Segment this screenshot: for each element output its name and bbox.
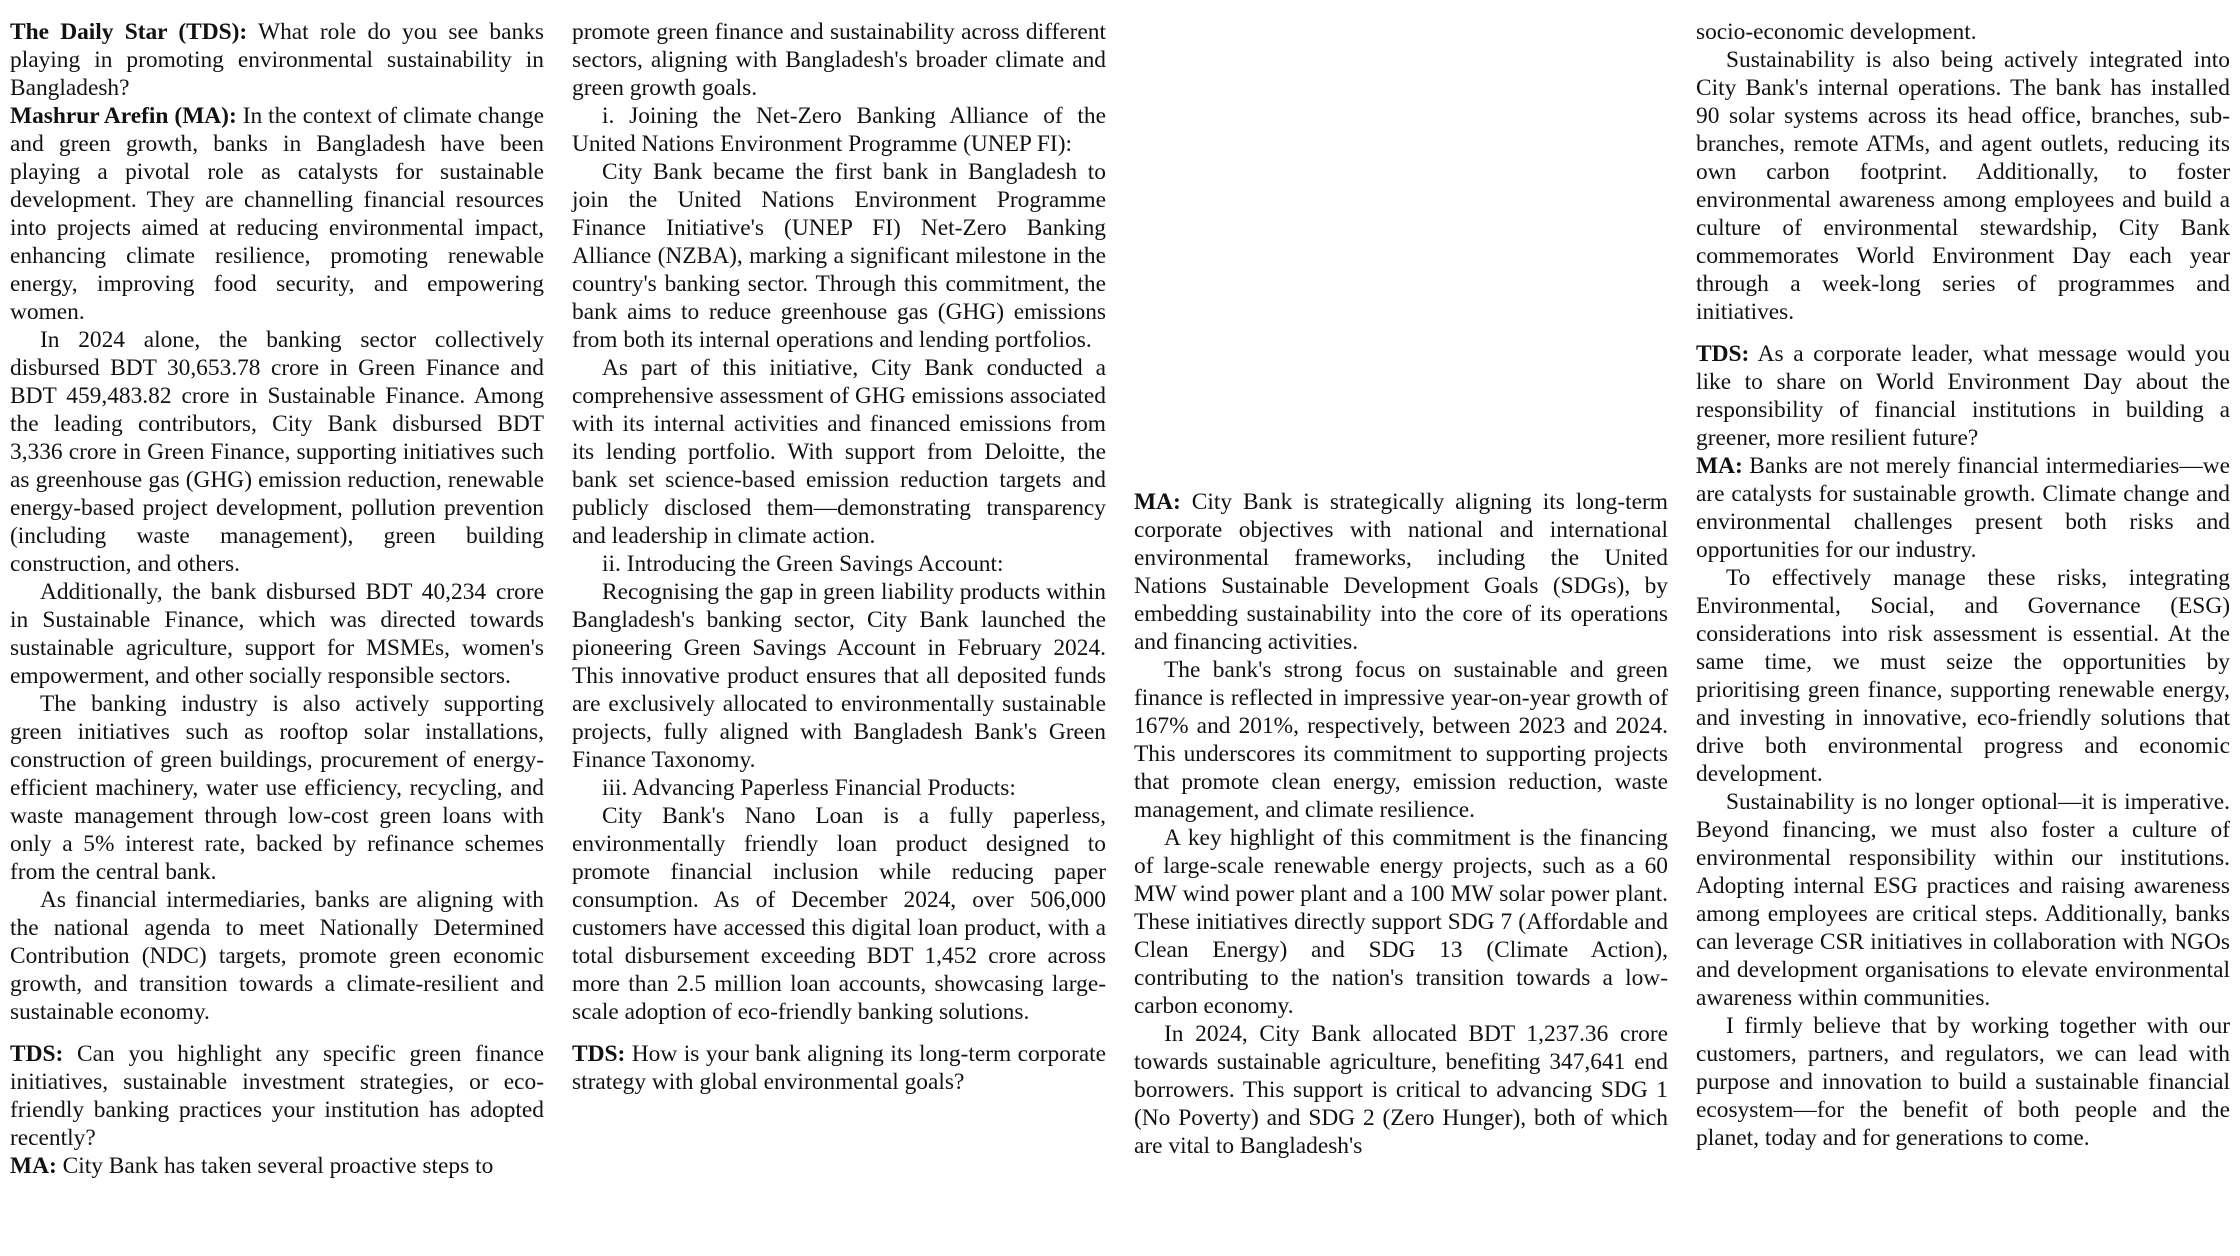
body-paragraph — [572, 550, 1106, 578]
body-paragraph — [10, 886, 544, 1026]
body-paragraph — [1134, 824, 1668, 1020]
speaker-label: TDS: — [10, 1041, 64, 1067]
body-paragraph — [1696, 788, 2230, 1012]
body-paragraph — [1696, 18, 2230, 46]
paragraph-text: Can you highlight any specific green finance initiatives, sustainable investment strategies, or eco-friendly banking practices your institution has adopted recently? — [10, 1041, 544, 1151]
paragraph-text: As a corporate leader, what message would you like to share on World Environment Day about the responsibility of financial institutions in building a greener, more resilient future? — [1696, 341, 2230, 451]
body-paragraph — [1696, 46, 2230, 326]
speaker-label: TDS: — [572, 1041, 626, 1067]
body-paragraph — [10, 326, 544, 578]
body-paragraph — [572, 18, 1106, 102]
paragraph-text: The banking industry is also actively supporting green initiatives such as rooftop solar installations, construction of green buildings, procurement of energy-efficient machinery, water use efficiency, recycling, and waste management through low-cost green loans with only a 5% interest rate, backed by refinance schemes from the central bank. — [10, 691, 544, 885]
paragraph-text: City Bank became the first bank in Bangladesh to join the United Nations Environment Programme Finance Initiative's (UNEP FI) Net-Zero Banking Alliance (NZBA), marking a significant milestone in the country's banking sector. Through this commitment, the bank aims to reduce greenhouse gas (GHG) emissions from both its internal operations and lending portfolios. — [572, 159, 1106, 353]
paragraph-text: Sustainability is also being actively integrated into City Bank's internal operations. The bank has installed 90 solar systems across its head office, branches, sub-branches, remote ATMs, and agent outlets, reducing its own carbon footprint. Additionally, to foster environmental awareness among employees and build a culture of environmental stewardship, City Bank commemorates World Environment Day each year through a week-long series of programmes and initiatives. — [1696, 47, 2230, 325]
paragraph-text: The bank's strong focus on sustainable and green finance is reflected in impressive year-on-year growth of 167% and 201%, respectively, between 2023 and 2024. This underscores its commitment to supporting projects that promote clean energy, emission reduction, waste management, and climate resilience. — [1134, 657, 1668, 823]
speaker-label: TDS: — [1696, 341, 1750, 367]
paragraph-text: A key highlight of this commitment is the financing of large-scale renewable energy projects, such as a 60 MW wind power plant and a 100 MW solar power plant. These initiatives directly support SDG 7 (Affordable and Clean Energy) and SDG 13 (Climate Action), contributing to the nation's transition towards a low-carbon economy. — [1134, 825, 1668, 1019]
paragraph-text: Additionally, the bank disbursed BDT 40,234 crore in Sustainable Finance, which was directed towards sustainable agriculture, support for MSMEs, women's empowerment, and other socially responsible sectors. — [10, 579, 544, 689]
body-paragraph — [572, 774, 1106, 802]
body-paragraph — [572, 158, 1106, 354]
interview-exchange-paragraph — [10, 1152, 544, 1180]
paragraph-text: As financial intermediaries, banks are aligning with the national agenda to meet Nationally Determined Contribution (NDC) targets, promote green economic growth, and transition towards a climate-resilient and sustainable economy. — [10, 887, 544, 1025]
paragraph-text: City Bank's Nano Loan is a fully paperless, environmentally friendly loan product designed to promote financial inclusion while reducing paper consumption. As of December 2024, over 506,000 customers have accessed this digital loan product, with a total disbursement exceeding BDT 1,452 crore across more than 2.5 million loan accounts, showcasing large-scale adoption of eco-friendly banking solutions. — [572, 803, 1106, 1025]
body-paragraph — [572, 102, 1106, 158]
paragraph-text: As part of this initiative, City Bank conducted a comprehensive assessment of GHG emissions associated with its internal activities and financed emissions from its lending portfolio. With support from Deloitte, the bank set science-based emission reduction targets and publicly disclosed them—demonstrating transparency and leadership in climate action. — [572, 355, 1106, 549]
body-paragraph — [572, 802, 1106, 1026]
paragraph-text: Banks are not merely financial intermediaries—we are catalysts for sustainable growth. Climate change and environmental challenges present both risks and opportunities for our industry. — [1696, 453, 2230, 563]
body-paragraph — [1134, 1020, 1668, 1160]
paragraph-text: Recognising the gap in green liability products within Bangladesh's banking sector, City Bank launched the pioneering Green Savings Account in February 2024. This innovative product ensures that all deposited funds are exclusively allocated to environmentally sustainable projects, fully aligned with Bangladesh Bank's Green Finance Taxonomy. — [572, 579, 1106, 773]
paragraph-text: How is your bank aligning its long-term corporate strategy with global environmental goals? — [572, 1041, 1106, 1095]
article-column-3 — [1134, 488, 1668, 1160]
speaker-label: The Daily Star (TDS): — [10, 19, 248, 45]
body-paragraph — [10, 690, 544, 886]
paragraph-text: City Bank is strategically aligning its long-term corporate objectives with national and international environmental frameworks, including the United Nations Sustainable Development Goals (SDGs), by embedding sustainability into the core of its operations and financing activities. — [1134, 489, 1668, 655]
interview-exchange-paragraph — [10, 1040, 544, 1152]
speaker-label: MA: — [1134, 489, 1181, 515]
body-paragraph — [572, 354, 1106, 550]
speaker-label: Mashrur Arefin (MA): — [10, 103, 237, 129]
interview-exchange-paragraph — [10, 102, 544, 326]
paragraph-text: In the context of climate change and green growth, banks in Bangladesh have been playing a pivotal role as catalysts for sustainable development. They are channelling financial resources into projects aimed at reducing environmental impact, enhancing climate resilience, promoting renewable energy, improving food security, and empowering women. — [10, 103, 544, 325]
interview-exchange-paragraph — [1696, 452, 2230, 564]
body-paragraph — [1696, 1012, 2230, 1152]
body-paragraph — [10, 578, 544, 690]
paragraph-text: socio-economic development. — [1696, 19, 1977, 45]
speaker-label: MA: — [10, 1153, 57, 1179]
paragraph-text: City Bank has taken several proactive steps to — [56, 1153, 494, 1179]
paragraph-text: Sustainability is no longer optional—it is imperative. Beyond financing, we must also foster a culture of environmental responsibility within our institutions. Adopting internal ESG practices and raising awareness among employees are critical steps. Additionally, banks can leverage CSR initiatives in collaboration with NGOs and development organisations to elevate environmental awareness within communities. — [1696, 789, 2230, 1011]
speaker-label: MA: — [1696, 453, 1743, 479]
paragraph-text: promote green finance and sustainability across different sectors, aligning with Bangladesh's broader climate and green growth goals. — [572, 19, 1106, 101]
paragraph-text: iii. Advancing Paperless Financial Products: — [602, 775, 1016, 801]
paragraph-text: ii. Introducing the Green Savings Account: — [602, 551, 1004, 577]
paragraph-text: i. Joining the Net-Zero Banking Alliance of the United Nations Environment Programme (UNEP FI): — [572, 103, 1106, 157]
interview-exchange-paragraph — [10, 18, 544, 102]
interview-exchange-paragraph — [572, 1040, 1106, 1096]
paragraph-text: To effectively manage these risks, integrating Environmental, Social, and Governance (ESG) considerations into risk assessment is essential. At the same time, we must seize the opportunities by prioritising green finance, supporting renewable energy, and investing in innovative, eco-friendly solutions that drive both environmental progress and economic development. — [1696, 565, 2230, 787]
paragraph-text: In 2024, City Bank allocated BDT 1,237.36 crore towards sustainable agriculture, benefiting 347,641 end borrowers. This support is critical to advancing SDG 1 (No Poverty) and SDG 2 (Zero Hunger), both of which are vital to Bangladesh's — [1134, 1021, 1668, 1159]
body-paragraph — [1134, 656, 1668, 824]
interview-exchange-paragraph — [1696, 340, 2230, 452]
article-column-4 — [1696, 18, 2230, 1152]
body-paragraph — [572, 578, 1106, 774]
interview-exchange-paragraph — [1134, 488, 1668, 656]
paragraph-text: I firmly believe that by working together with our customers, partners, and regulators, we can lead with purpose and innovation to build a sustainable financial ecosystem—for the benefit of both people and the planet, today and for generations to come. — [1696, 1013, 2230, 1151]
paragraph-text: What role do you see banks playing in promoting environmental sustainability in Bangladesh? — [10, 19, 544, 101]
article-column-2 — [572, 18, 1106, 1096]
paragraph-text: In 2024 alone, the banking sector collectively disbursed BDT 30,653.78 crore in Green Finance and BDT 459,483.82 crore in Sustainable Finance. Among the leading contributors, City Bank disbursed BDT 3,336 crore in Green Finance, supporting initiatives such as greenhouse gas (GHG) emission reduction, renewable energy-based project development, pollution prevention (including waste management), green building construction, and others. — [10, 327, 544, 577]
article-column-1 — [10, 18, 544, 1180]
body-paragraph — [1696, 564, 2230, 788]
